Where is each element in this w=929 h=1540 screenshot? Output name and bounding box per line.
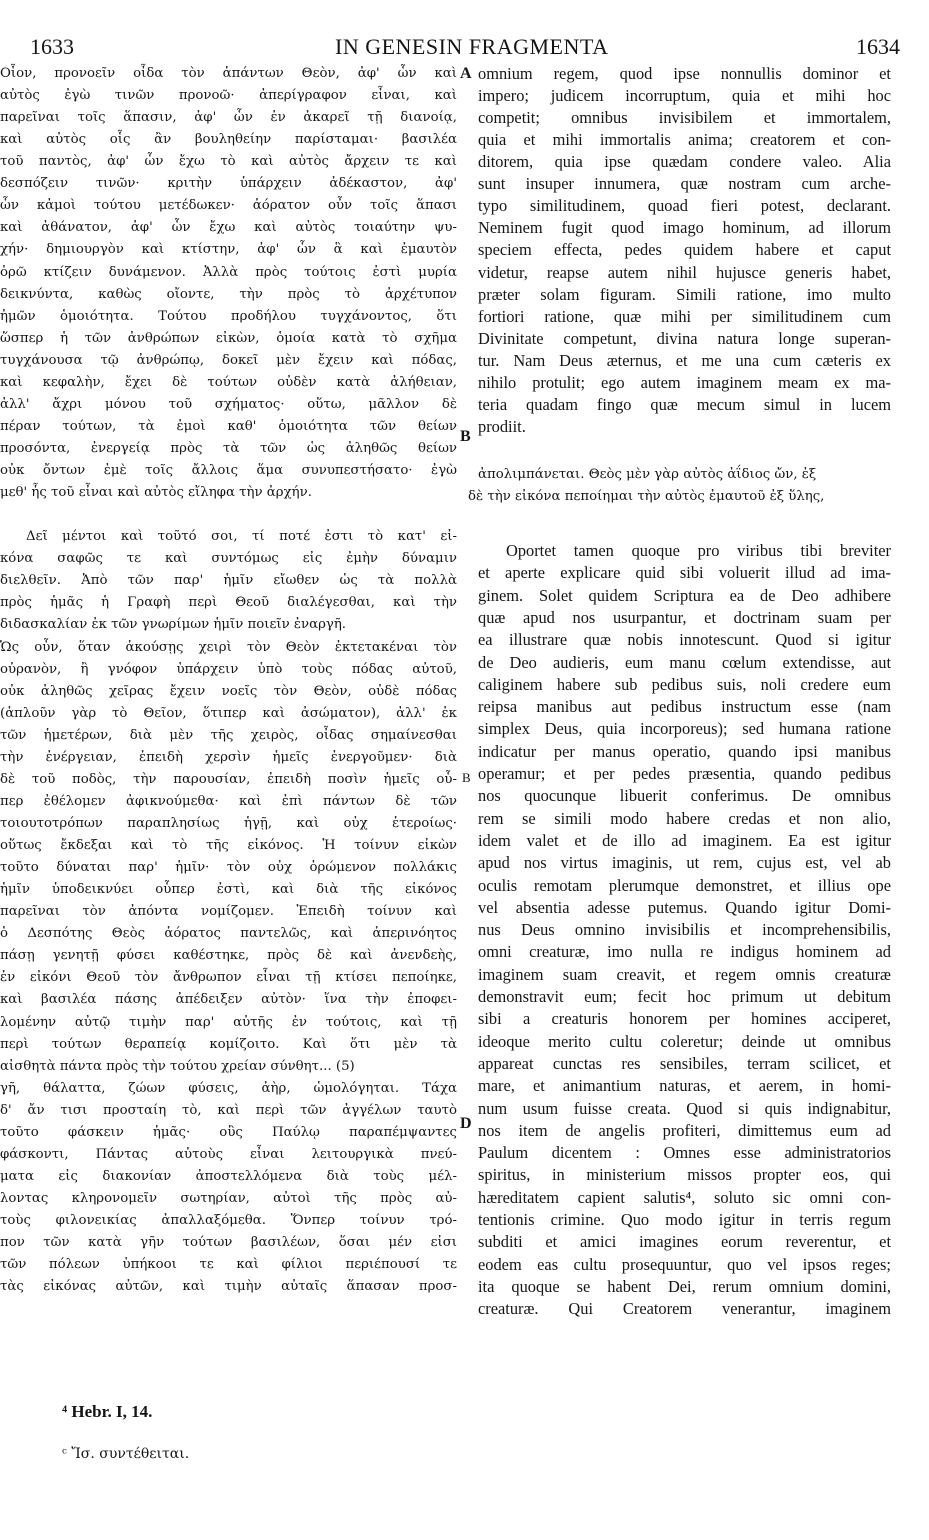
- latin-line: operamur; et per pedes præsentia, quando pedibus: [478, 764, 891, 783]
- greek-line: κόνα σαφῶς τε καὶ συντόμως εἰς ἐμὴν δύναμιν: [0, 551, 457, 567]
- greek-line: καὶ βασιλέα πάσης ἀπέδειξεν αὐτὸν· ἵνα τὴν ἐποφει-: [0, 992, 457, 1008]
- page-number-left: 1633: [30, 34, 74, 59]
- latin-line: præter solam figuram. Simili ratione, imo multo: [478, 284, 891, 304]
- latin-line: mare, et animantium naturas, et aerem, in homi-: [478, 1076, 891, 1096]
- greek-line: (ἁπλοῦν γὰρ τὸ Θεῖον, ὅτιπερ καὶ ἀσώματον), ἀλλ' ἐκ: [0, 705, 457, 721]
- latin-line: prodiit.: [478, 416, 526, 436]
- latin-line: idem valet et de illo ad imaginem. Ea est igitur: [478, 830, 891, 850]
- latin-line: Neminem fugit quod imago hominum, ad illorum: [478, 218, 891, 238]
- greek-line: ἡμῖν ὑποδεικνύει οὗπερ ἐστὶ, καὶ διὰ τῆς εἰκόνος: [0, 882, 457, 898]
- greek-line: ἐν εἰκόνι Θεοῦ τὸν ἄνθρωπον εἶναι τῇ κτίσει πεποίηκε,: [0, 970, 457, 986]
- latin-line: eodem eas cultu prosequuntur, quo vel ipsos reges;: [478, 1254, 891, 1274]
- greek-line: ἡμῶν ὁμοιότητα. Τούτου προδήλου τυγχάνοντος, ὅτι: [0, 308, 457, 324]
- greek-line: διελθεῖν. Ἀπὸ τῶν παρ' ἡμῖν εἴωθεν ὡς τὰ πολλὰ: [0, 573, 457, 589]
- latin-line: Oportet tamen quoque pro viribus tibi breviter: [506, 541, 891, 560]
- latin-line: ginem. Solet quidem Scriptura ea de Deo adhibere: [478, 585, 891, 605]
- latin-line: demonstravit eum; fecit hoc primum ut debitum: [478, 987, 891, 1006]
- greek-line: μεθ' ἧς τοῦ εἶναι καὶ αὐτὸς εἴληφα τὴν ἀρχήν.: [0, 485, 312, 501]
- latin-line: num usum fuisse creata. Quod si quis indignabitur,: [478, 1098, 891, 1118]
- greek-line: γῆ, θάλαττα, ζώων φύσεις, ἀὴρ, ὡμολόγηται. Τάχα: [0, 1080, 457, 1096]
- greek-line: οὕτως ἔκδεξαι καὶ τὸ τῆς εἰκόνος. Ἡ τοίνυν εἰκὼν: [0, 838, 457, 854]
- greek-line: πον τῶν κατὰ γῆν τούτων βασιλέων, ὅσαι μέν εἰσι: [0, 1235, 457, 1251]
- greek-line: χήν· δημιουργὸν καὶ κτίστην, ἀφ' ὧν ἃ καὶ ἐμαυτὸν: [0, 242, 457, 258]
- latin-line: nos quocunque libuerit conferimus. De omnibus: [478, 786, 891, 806]
- latin-line: fortiori ratione, quæ mihi per similitudinem cum: [478, 306, 891, 326]
- margin-letter: A: [460, 65, 472, 82]
- latin-line: appareat cunctas res sensibiles, terram scilicet, et: [478, 1053, 891, 1073]
- greek-line: τοῦ παντὸς, ἀφ' ὧν ἔχω τὸ καὶ αὐτὸς ἄρχειν τε καὶ: [0, 154, 457, 170]
- latin-line: vel absentia adesse putemus. Quando igitur Domi-: [478, 897, 891, 917]
- latin-line: indicatur per manus operatio, quando ipsi manibus: [478, 741, 891, 761]
- latin-line: spiritus, in ministerium missos propter eos, qui: [478, 1165, 891, 1185]
- greek-line: δεικνύντα, καθὼς οἴοντε, τὴν πρὸς τὸ ἀρχέτυπον: [0, 286, 457, 302]
- greek-line: τυγχάνουσα τῷ ἀνθρώπῳ, δοκεῖ μὲν ἔχειν καὶ πόδας,: [0, 352, 457, 368]
- greek-line: τοῦτο δύναται παρ' ἡμῖν· τὸν οὐχ ὁρώμενον πολλάκις: [0, 860, 457, 876]
- latin-line: sibi a creaturis honorem per homines acciperet,: [478, 1009, 891, 1029]
- latin-line: tentionis crimine. Quo modo igitur in terris regum: [478, 1210, 891, 1229]
- latin-line: impero; judicem incorruptum, quia et mihi hoc: [478, 86, 891, 106]
- latin-line: teria quadam fingo quæ mecum simul in lucem: [478, 394, 891, 414]
- greek-line: ὁ Δεσπότης Θεὸς ἀόρατος παντελῶς, καὶ ἀπερινόητος: [0, 926, 457, 942]
- margin-letter: B: [462, 770, 471, 785]
- greek-line: δὲ τοῦ ποδὸς, τὴν παρουσίαν, ἐπειδὴ ποσὶν ἡμεῖς οὗ-: [0, 771, 457, 787]
- greek-line: οὐρανὸν, ἢ γνόφον ὑπάρχειν ὑπὸ τοὺς πόδας αὐτοῦ,: [0, 661, 457, 677]
- greek-line: ματα εἰς διακονίαν ἀποστελλόμενα διὰ τοὺς μέλ-: [0, 1168, 457, 1184]
- latin-line: ita quoque se habent Dei, rerum omnium domini,: [478, 1276, 891, 1296]
- latin-line: Paulum dicentem : Omnes esse administratorios: [478, 1143, 891, 1163]
- latin-line: simplex Deus, quia incorporeus); sed humana ratione: [478, 719, 891, 739]
- greek-line: τῶν πόλεων ὑπήκοοι τε καὶ φίλιοι περιέπουσί τε: [0, 1257, 457, 1273]
- greek-line: αὐτὸς ἐγὼ τινῶν προνοῶ· ἀπερίγραφον εἶναι, καὶ: [0, 88, 457, 104]
- latin-line: competit; omnibus invisibilem et immortalem,: [478, 108, 891, 128]
- greek-line: παρεῖναι τοῖς ἅπασιν, ἀφ' ὧν ἐν ἀκαρεῖ τῇ διανοίᾳ,: [0, 110, 457, 126]
- latin-line: rem se simili modo habere credas et non alio,: [478, 808, 891, 828]
- margin-letter: D: [460, 1115, 472, 1132]
- greek-line: οὐκ ὄντων ἐμὲ τοῖς ἄλλοις ἅμα συνυπεστήσατο· ἐγὼ: [0, 463, 457, 479]
- greek-line: τὴν ἐνέργειαν, ἐπειδὴ χερσὶν ἡμεῖς ἐνεργοῦμεν· διὰ: [0, 749, 457, 765]
- footnote: ⁴ Hebr. I, 14.: [62, 1402, 153, 1421]
- latin-line: hæreditatem capient salutis⁴, soluto sic omni con-: [478, 1187, 891, 1207]
- greek-line: δ' ἄν τισι προσταίη τὸ, καὶ περὶ τῶν ἀγγέλων ταυτὸ: [0, 1102, 457, 1118]
- latin-line: apud nos virtus imaginis, ut rem, cujus est, vel ab: [478, 853, 891, 873]
- greek-line: καὶ αὐτὸς οἷς ἂν βουληθείην παρίσταμαι· βασιλέα: [0, 132, 457, 148]
- greek-line: περ ἐθέλομεν ἀφικνούμεθα· καὶ ἐπὶ πάντων δὲ τῶν: [0, 793, 457, 809]
- latin-line: Divinitate competunt, divina natura longe superan-: [478, 328, 891, 348]
- greek-line: πρὸς ἡμᾶς ἡ Γραφὴ περὶ Θεοῦ διαλέγεσθαι, καὶ τὴν: [0, 595, 457, 611]
- latin-line: nus Deus omnino invisibilis et incomprehensibilis,: [478, 920, 891, 940]
- greek-line: φάσκοντι, Πάντας αὐτοὺς εἶναι λειτουργικὰ πνεύ-: [0, 1146, 457, 1162]
- latin-line: caliginem habere sub pedibus suis, noli credere eum: [478, 674, 891, 694]
- greek-line: Ὡς οὖν, ὅταν ἀκούσῃς χειρὶ τὸν Θεὸν ἐκτετακέναι τὸν: [0, 639, 457, 655]
- latin-line: nos item de angelis profiteri, dimittemus eum ad: [478, 1120, 891, 1140]
- latin-line: nihilo protulit; ego autem imaginem meam ex ma-: [478, 372, 891, 392]
- latin-line: speciem effecta, pedes quidem habere et caput: [478, 240, 891, 260]
- greek-line: αἰσθητὰ πάντα πρὸς τὴν τούτου χρείαν σύνθητ... (5): [0, 1058, 355, 1074]
- latin-line: ideoque merito cultu coleretur; deinde ut omnibus: [478, 1031, 891, 1051]
- greek-line: ὧν κἀμοὶ τούτου μετέδωκεν· ἀόρατον οὖν τοῖς ἅπασι: [0, 198, 457, 214]
- greek-line: ἀλλ' ἄχρι μόνου τοῦ σχήματος· οὕτω, μᾶλλον δὲ: [0, 396, 457, 412]
- greek-line: καὶ κεφαλὴν, ἔχει δὲ τούτων οὐδὲν κατὰ ἀλήθειαν,: [0, 374, 457, 390]
- greek-line: προσόντα, ἐνεργείᾳ πρὸς τὰ τῶν ὡς ἀληθῶς θείων: [0, 441, 457, 457]
- latin-line: reipsa manibus aut pedibus instructum esse (nam: [478, 697, 891, 717]
- latin-line: tur. Nam Deus æternus, et me una cum cæteris ex: [478, 350, 891, 370]
- latin-line: omni creaturæ, imo nulla re indigus hominem ad: [478, 942, 891, 962]
- latin-line: et aperte explicare quid sibi voluerit illud ad ima-: [478, 563, 891, 583]
- greek-across-line: ἀπολιμπάνεται. Θεὸς μὲν γὰρ αὐτὸς ἀΐδιος ὤν, ἐξ: [478, 467, 817, 482]
- greek-line: ὥσπερ ἡ τῶν ἀνθρώπων εἰκὼν, ὁμοία κατὰ τὸ σχῆμα: [0, 330, 457, 346]
- greek-line: λομένην αὐτῷ τιμὴν παρ' αὐτῆς ἐν τούτοις, καὶ τῇ: [0, 1014, 457, 1030]
- greek-line: οὐκ ἀληθῶς χεῖρας ἔχειν νοεῖς τὸν Θεὸν, οὐδὲ πόδας: [0, 683, 457, 699]
- greek-line: τὰς εἰκόνας αὐτῶν, καὶ τιμὴν αὐταῖς ἅπασαν προσ-: [0, 1279, 457, 1295]
- greek-line: τοῦτο φάσκειν ἡμᾶς· οὓς Παύλῳ παραπέμψαντες: [0, 1124, 457, 1140]
- latin-line: de Deo audieris, eum manu cœlum extendisse, aut: [478, 652, 891, 672]
- latin-line: quæ apud nos usurpantur, et doctrinam suam per: [478, 607, 891, 627]
- latin-line: typo similitudinem, quoad fieri potest, declarant.: [478, 196, 891, 216]
- greek-line: ὁρῶ κτίζειν δυνάμενον. Ἀλλὰ πρὸς τούτοις ἐστὶ μυρία: [0, 264, 457, 280]
- margin-letter: B: [460, 428, 471, 445]
- latin-line: quia et mihi immortalis anima; creatorem et con-: [478, 130, 891, 150]
- greek-line: πέραν τούτων, τὰ ἐμοὶ καθ' ὁμοιότητα τῶν θείων: [0, 418, 457, 434]
- latin-line: subditi et amici imagines eorum reverentur, et: [478, 1232, 891, 1252]
- greek-line: τοὺς φιλονεικίας ἀπαλλαξόμεθα. Ὅνπερ τοίνυν τρό-: [0, 1213, 457, 1229]
- greek-line: λοντας κληρονομεῖν σωτηρίαν, αὐτοὶ τῆς πρὸς αὐ-: [0, 1191, 457, 1206]
- latin-line: omnium regem, quod ipse nonnullis dominor et: [478, 64, 891, 83]
- greek-line: τῶν ἡμετέρων, διὰ μὲν τῆς χειρὸς, οἶδας σημαίνεσθαι: [0, 727, 457, 743]
- greek-line: παρεῖναι τὸν ἀπόντα νομίζομεν. Ἐπειδὴ τοίνυν καὶ: [0, 904, 457, 920]
- greek-line: πάσῃ γενητῇ φύσει καθέστηκε, πρὸς δὲ καὶ ἀνενδεὴς,: [0, 948, 457, 964]
- greek-line: Δεῖ μέντοι καὶ τοῦτό σοι, τί ποτέ ἐστι τὸ κατ' εἰ-: [26, 529, 457, 545]
- running-title: IN GENESIN FRAGMENTA: [335, 34, 609, 59]
- greek-across-line: δὲ τὴν εἰκόνα πεποίημαι τὴν αὐτὸς ἐμαυτοῦ ἐξ ὕλης,: [468, 489, 825, 504]
- greek-line: τοιουτοτρόπων παραπλησίως ἡγῇ, καὶ οὐχ ἑτεροίως·: [0, 815, 457, 831]
- latin-line: ea illustrare quæ nobis innotescunt. Quod si igitur: [478, 630, 891, 650]
- latin-line: creaturæ. Qui Creatorem venerantur, imaginem: [478, 1299, 891, 1319]
- page-number-right: 1634: [856, 34, 900, 59]
- greek-line: περὶ τούτων θεραπείᾳ κομίζοιτο. Καὶ ὅτι μὲν τὰ: [0, 1036, 457, 1052]
- footnote: ᶜ Ἴσ. συντέθειται.: [62, 1446, 190, 1462]
- greek-line: Οἷον, προνοεῖν οἶδα τὸν ἁπάντων Θεὸν, ἀφ' ὧν καὶ: [0, 66, 457, 81]
- greek-line: δεσπόζειν τινῶν· κριτὴν ὑπάρχειν ἀδέκαστον, ἀφ': [0, 176, 457, 192]
- latin-line: imaginem suam creavit, et regem omnis creaturæ: [478, 964, 891, 984]
- latin-line: ditorem, quia ipse quædam condere valeo. Alia: [478, 152, 891, 172]
- latin-line: videtur, reapse autem nihil hujusce generis habet,: [478, 262, 891, 282]
- latin-line: sunt insuper innumera, quæ nostram cum arche-: [478, 174, 891, 194]
- latin-line: oculis remotam plerumque demonstret, et illius ope: [478, 875, 891, 895]
- greek-line: καὶ ἀθάνατον, ἀφ' ὧν ἔχω καὶ αὐτὸς τοιαύτην ψυ-: [0, 220, 457, 236]
- greek-line: διδασκαλίαν ἐκ τῶν γνωρίμων ἡμῖν ποιεῖν ἐναργῆ.: [0, 617, 347, 633]
